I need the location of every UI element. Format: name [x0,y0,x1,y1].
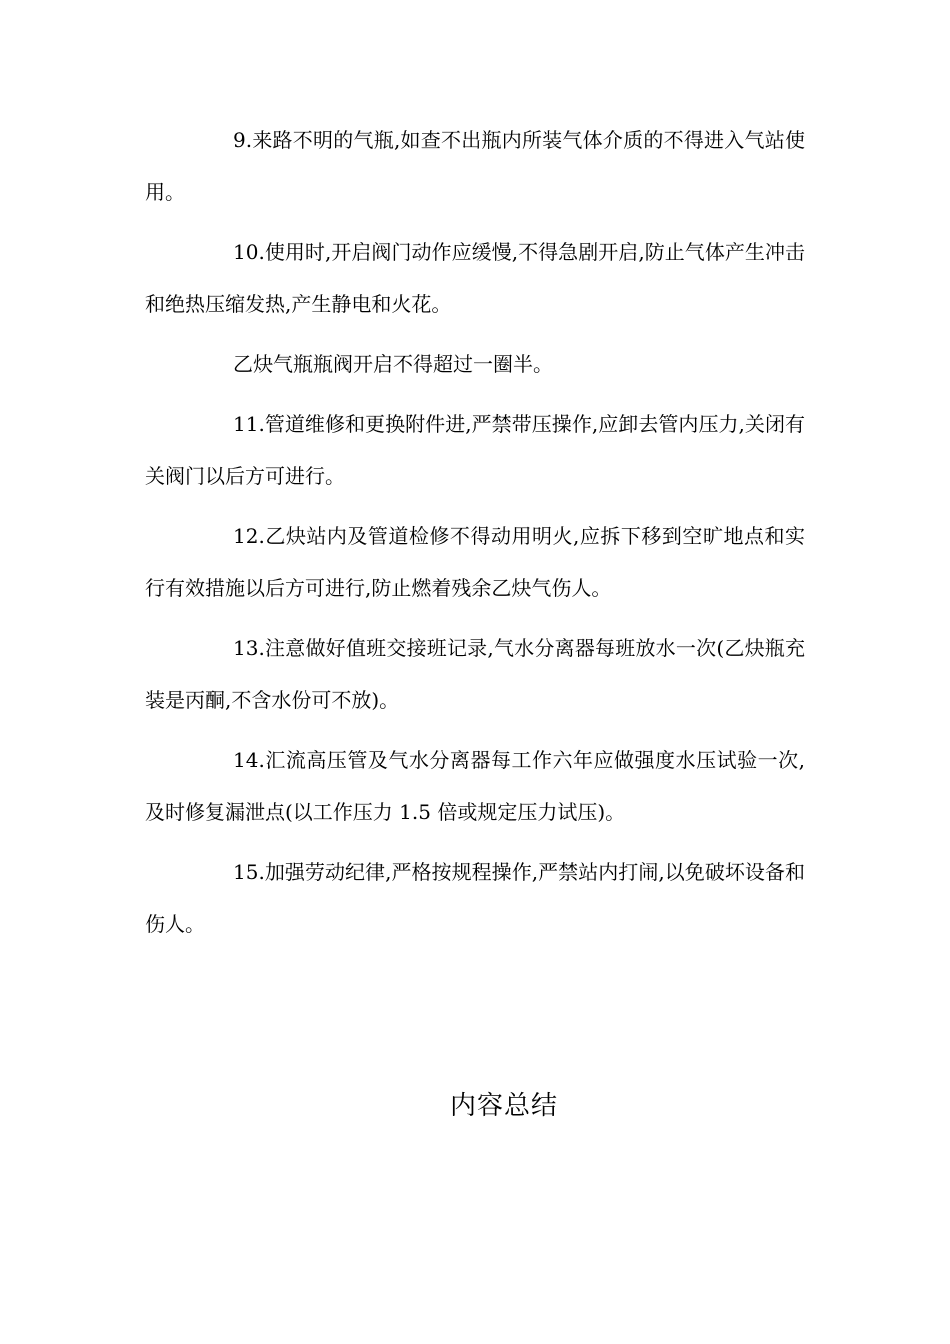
summary-heading: 内容总结 [449,1091,558,1121]
document-body [145,114,805,958]
paragraph-item-10: 10.使用时,开启阀门动作应缓慢,不得急剧开启,防止气体产生冲击和绝热压缩发热,产生静电和火花。 [145,240,805,316]
paragraph-item-14: 14.汇流高压管及气水分离器每工作六年应做强度水压试验一次,及时修复漏泄点(以工作压力 1.5 倍或规定压力试压)。 [145,748,805,824]
paragraph-item-11: 11.管道维修和更换附件进,严禁带压操作,应卸去管内压力,关闭有关阀门以后方可进行。 [145,412,805,488]
paragraph-item-13: 13.注意做好值班交接班记录,气水分离器每班放水一次(乙炔瓶充装是丙酮,不含水份可不放)。 [145,636,805,712]
paragraph-acetylene-valve: 乙炔气瓶瓶阀开启不得超过一圈半。 [233,352,553,376]
paragraph-item-15: 15.加强劳动纪律,严格按规程操作,严禁站内打闹,以免破坏设备和伤人。 [145,860,805,936]
paragraph-item-9: 9.来路不明的气瓶,如查不出瓶内所装气体介质的不得进入气站使用。 [145,128,805,204]
paragraph-item-12: 12.乙炔站内及管道检修不得动用明火,应拆下移到空旷地点和实行有效措施以后方可进行,防止燃着残余乙炔气伤人。 [145,524,805,600]
